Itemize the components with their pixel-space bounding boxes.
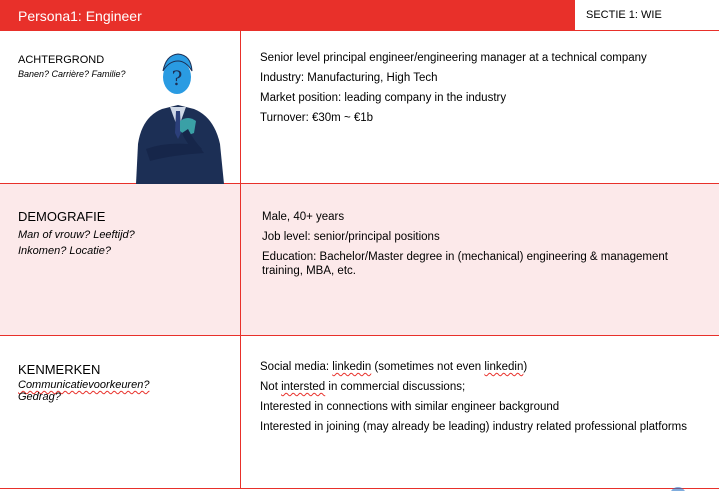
background-details bbox=[260, 51, 647, 131]
section-tag bbox=[575, 0, 719, 31]
detail-line: Industry: Manufacturing, High Tech bbox=[260, 72, 438, 84]
page-title: Persona1: Engineer bbox=[18, 8, 142, 24]
subtitle-line: Gedrag? bbox=[18, 391, 61, 403]
row-kenmerken bbox=[0, 336, 719, 489]
demographic-details bbox=[262, 210, 702, 284]
column-divider bbox=[240, 31, 241, 489]
subtitle-line: Man of vrouw? Leeftijd? bbox=[18, 229, 135, 241]
question-mark-icon: ? bbox=[171, 66, 183, 90]
detail-line: Social media: linkedin (sometimes not even linkedin) bbox=[260, 361, 528, 373]
detail-line: Interested in connections with similar engineer background bbox=[260, 401, 560, 413]
detail-line: Turnover: €30m ~ €1b bbox=[260, 112, 374, 124]
header-bar bbox=[0, 0, 575, 31]
characteristic-details bbox=[260, 360, 687, 440]
detail-line: Male, 40+ years bbox=[262, 211, 345, 223]
row-demografie bbox=[0, 184, 719, 336]
row-title-achtergrond: ACHTERGROND bbox=[18, 54, 105, 66]
detail-line: Not intersted in commercial discussions; bbox=[260, 381, 466, 393]
subtitle-line: Inkomen? Locatie? bbox=[18, 245, 111, 257]
row-achtergrond bbox=[0, 31, 719, 184]
row-subtitle-demografie bbox=[18, 227, 135, 259]
row-title-kenmerken: KENMERKEN bbox=[18, 362, 101, 377]
row-subtitle-achtergrond: Banen? Carrière? Familie? bbox=[18, 69, 126, 79]
detail-line: Interested in joining (may already be leading) industry related professional platforms bbox=[260, 421, 688, 433]
detail-line: Market position: leading company in the industry bbox=[260, 92, 507, 104]
detail-line: Senior level principal engineer/engineering manager at a technical company bbox=[260, 52, 647, 64]
detail-line: Education: Bachelor/Master degree in (mechanical) engineering & management training, MBA, etc. bbox=[262, 251, 668, 277]
detail-line: Job level: senior/principal positions bbox=[262, 231, 440, 243]
subtitle-line: Communicatievoorkeuren? bbox=[18, 379, 150, 391]
row-title-demografie: DEMOGRAFIE bbox=[18, 209, 106, 224]
persona-figure bbox=[128, 49, 228, 184]
section-label: SECTIE 1: WIE bbox=[586, 9, 662, 21]
row-subtitle-kenmerken bbox=[18, 379, 149, 403]
